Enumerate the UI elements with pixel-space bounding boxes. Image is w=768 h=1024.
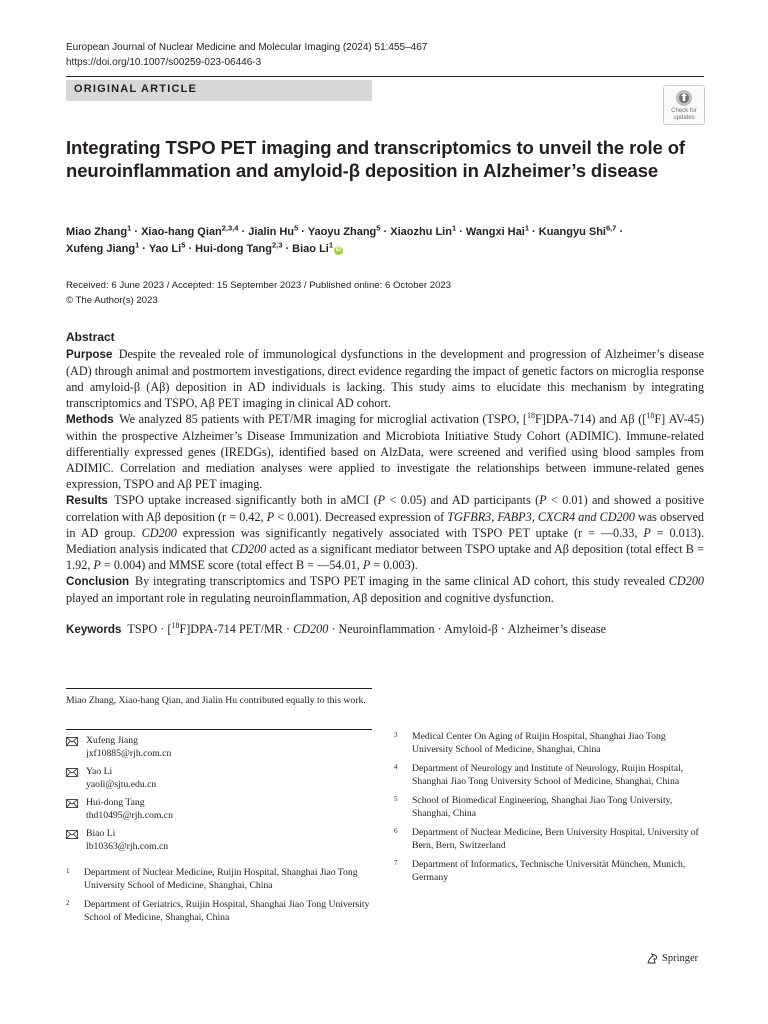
equal-contribution-note: Miao Zhang, Xiao-hang Qian, and Jialin Hu contributed equally to this work. [66,695,366,706]
envelope-icon [66,735,78,746]
author-name: Hui-dong Tang [195,243,272,255]
contact-email[interactable]: yaoli@sjtu.edu.cn [86,778,157,790]
purpose-label: Purpose [66,348,113,361]
author[interactable] [248,223,299,238]
affiliation-item [394,795,704,820]
author[interactable] [141,223,239,238]
check-for-updates-badge[interactable] [663,85,705,125]
article-title: Integrating TSPO PET imaging and transcriptomics to unveil the role of neuroinflammation and amyloid-β deposition in Alzheimer’s disease [66,137,685,181]
affiliation-number: 1 [66,867,70,875]
publication-history: Received: 6 June 2023 / Accepted: 15 September 2023 / Published online: 6 October 2023 [66,280,452,291]
springer-horse-icon [646,952,659,965]
affiliations-left [66,867,372,931]
copyright-line: © The Author(s) 2023 [66,294,158,306]
contact-email[interactable]: lb10363@rjh.com.cn [86,840,169,852]
affiliation-marker: 1 [524,223,529,233]
envelope-icon [66,797,78,808]
contact-email[interactable]: jxf10885@rjh.com.cn [86,747,172,759]
author[interactable] [66,223,132,238]
footnote-divider [66,688,372,689]
affiliation-number: 2 [66,899,70,907]
author[interactable] [538,223,617,238]
abstract [66,330,704,606]
abstract-purpose: Purpose Despite the revealed role of immunological dysfunctions in the development and progression of Alzheimer’s disease (AD) through animal and postmortem investigations, direct evidence regarding the impact of genetic factors on microglia response and amyloid-β (Aβ) deposition in AD individuals is lacking. This study aims to elucidate this mechanism by integrating transcriptomics and TSPO, Aβ PET imaging in clinical AD cohort. [66,347,704,410]
author[interactable] [390,223,457,238]
keywords [66,621,704,638]
keywords-label: Keywords [66,623,122,636]
contact-name: Xufeng Jiang [86,735,138,746]
contact-entry [66,828,372,853]
affiliation-text: Department of Geriatrics, Ruijin Hospital, Shanghai Jiao Tong University School of Medicine, Shanghai, China [84,899,370,923]
contact-name: Hui-dong Tang [86,797,145,808]
affiliation-number: 7 [394,859,398,867]
results-label: Results [66,494,108,507]
affiliation-text: Department of Nuclear Medicine, Bern University Hospital, University of Bern, Bern, Switzerland [412,827,699,851]
affiliation-item [394,763,704,788]
author-name: Wangxi Hai [465,226,525,238]
affiliation-marker: 1 [127,223,132,233]
affiliation-marker: 2,3,4 [221,223,239,233]
affiliation-item [394,731,704,756]
methods-label: Methods [66,413,114,426]
journal-header [66,41,427,70]
contact-email[interactable]: thd10495@rjh.com.cn [86,809,173,821]
author-name: Xiaozhu Lin [390,226,452,238]
affiliation-item [394,859,704,884]
affiliation-marker: 5 [376,223,381,233]
author-name: Xiao-hang Qian [141,226,222,238]
author[interactable] [307,223,381,238]
author-name: Biao Li [292,243,329,255]
abstract-conclusion: Conclusion By integrating transcriptomics and TSPO PET imaging in the same clinical AD cohort, this study revealed CD200 played an important role in regulating neuroinflammation, Aβ deposition and cognitive dysfunction. [66,574,705,605]
envelope-icon [66,828,78,839]
affiliation-marker: 1 [328,240,334,250]
affiliation-marker: 1 [135,240,140,250]
correspondence-divider [66,729,372,730]
article-type-label: ORIGINAL ARTICLE [74,83,198,95]
affiliation-text: Department of Nuclear Medicine, Ruijin Hospital, Shanghai Jiao Tong University School of Medicine, Shanghai, China [84,867,358,891]
author[interactable] [195,240,283,255]
affiliation-number: 4 [394,763,398,771]
publication-dates [66,279,451,308]
abstract-methods: Methods We analyzed 85 patients with PET/MR imaging for microglial activation (TSPO, [$^{18}$F]DPA-714) and Aβ ([$^{18}$F] AV-45) within the prospective Alzheimer’s Disease Immunization and Microbiota Initiative Study Cohort (ADIMIC). Immune-related differentially expressed genes (IREDGs), identified based on AlzData, were screened and verified using blood samples from ADIMIC. Correlation and mediation analyses were applied to investigate the relationships between immune-related genes expression, TSPO and Aβ PET imaging. [66,410,704,491]
author[interactable] [148,240,186,255]
affiliation-text: Department of Informatics, Technische Universität München, Munich, Germany [412,859,686,883]
affiliations-right [394,731,704,891]
author-name: Xufeng Jiang [66,243,136,255]
affiliation-number: 5 [394,795,398,803]
affiliation-text: Medical Center On Aging of Ruijin Hospital, Shanghai Jiao Tong University School of Medicine, Shanghai, China [412,731,666,755]
contact-entry [66,735,372,760]
author-list: Miao Zhang$^1$ · Xiao-hang Qian$^{2,3,4}$ · Jialin $Hu^5$ · Yaoyu Zhang$^5$ · Xiaozhu Lin$^1$ · Wangxi Hai$^1$ · Kuangyu Shi$^{6,7}$ · Xufeng Jiang$^1$ · Yao $Li^5$ · Hui-dong Tang$^{2,3}$ · Biao Li$^1$iD [66,223,624,255]
author[interactable] [292,240,334,255]
affiliation-marker: 5 [181,240,186,250]
affiliation-marker: 1 [451,223,457,233]
envelope-icon [66,766,78,777]
keywords-text: TSPO · [$^{18}$F]DPA-714 PET/MR · CD200 · Neuroinflammation · Amyloid-β · Alzheimer’s disease [127,620,607,636]
abstract-results: Results TSPO uptake increased significantly both in aMCI (P < 0.05) and AD participants (P < 0.01) and showed a positive correlation with Aβ deposition (r = 0.42, P < 0.001). Decreased expression of TGFBR3, FABP3, CXCR4 and CD200 was observed in AD group. CD200 expression was significantly negatively associated with TSPO PET uptake (r = —0.33, P = 0.013). Mediation analysis indicated that CD200 acted as a significant mediator between TSPO uptake and Aβ deposition (total effect B = 1.92, P = 0.004) and MMSE score (total effect B = —54.01, P = 0.003). [66,493,705,572]
contact-entry [66,797,372,822]
contact-entry [66,766,372,791]
publisher-logo [646,952,698,965]
affiliation-text: School of Biomedical Engineering, Shanghai Jiao Tong University, Shanghai, China [412,795,673,819]
check-for-updates-label: Check for updates [671,108,697,121]
affiliation-item [66,867,372,892]
author-name: Miao Zhang [66,226,128,238]
doi-link[interactable]: https://doi.org/10.1007/s00259-023-06446-3 [66,56,262,68]
author-name: Yaoyu Zhang [307,226,377,238]
affiliation-marker: 5 [294,223,299,233]
check-for-updates-icon [675,89,693,107]
affiliation-item [66,899,372,924]
affiliation-marker: 2,3 [271,240,283,250]
affiliation-item [394,827,704,852]
publisher-name: Springer [662,953,699,964]
article-type-banner [66,80,372,101]
author[interactable] [465,223,529,238]
abstract-heading: Abstract [66,330,115,344]
contact-name: Biao Li [86,828,116,839]
author-name: Kuangyu Shi [538,226,606,238]
affiliation-number: 3 [394,731,398,739]
header-divider [66,76,704,77]
affiliation-marker: 6,7 [606,223,617,233]
affiliation-text: Department of Neurology and Institute of Neurology, Ruijin Hospital, Shanghai Jiao Tong University School of Medicine, Shanghai, China [412,763,684,787]
author[interactable] [66,240,140,255]
author-name: Yao Li [148,243,182,255]
correspondence-list [66,735,372,859]
contact-name: Yao Li [86,766,113,777]
author-name: Jialin Hu [248,226,295,238]
orcid-icon[interactable]: iD [335,247,342,253]
conclusion-label: Conclusion [66,575,130,588]
journal-citation: European Journal of Nuclear Medicine and Molecular Imaging (2024) 51:455–467 [66,42,428,53]
affiliation-number: 6 [394,827,398,835]
